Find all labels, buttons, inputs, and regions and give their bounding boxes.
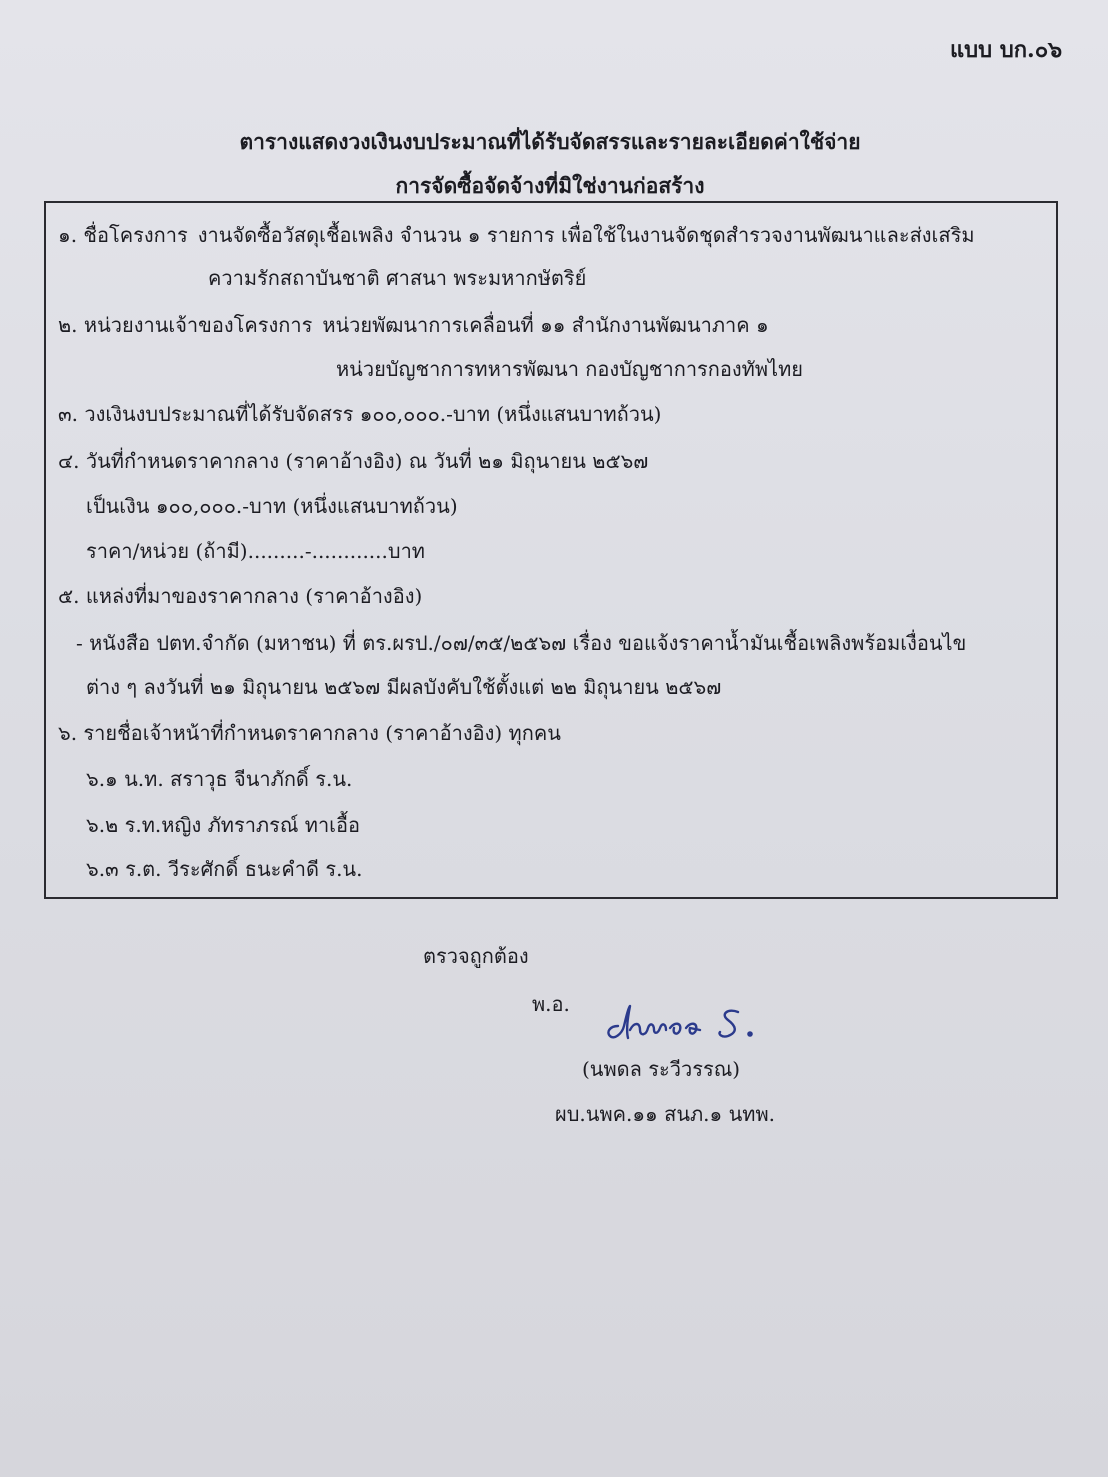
item-source-line1: - หนังสือ ปตท.จำกัด (มหาชน) ที่ ตร.ผรป./๐๗/๓๕/๒๕๖๗ เรื่อง ขอแจ้งราคาน้ำมันเชื้อเพลิงพร้อมเงื่อนไข [76,631,967,655]
officer-3: ๖.๓ ร.ต. วีระศักดิ์ ธนะคำดี ร.น. [86,857,363,881]
details-box [44,201,1058,899]
item-project-line2: ความรักสถาบันชาติ ศาสนา พระมหากษัตริย์ [208,266,587,290]
item-owner-line1: หน่วยพัฒนาการเคลื่อนที่ ๑๑ สำนักงานพัฒนาภาค ๑ [322,313,769,337]
signer-position: ผบ.นพค.๑๑ สนภ.๑ นทพ. [555,1102,775,1126]
handwritten-signature [600,1000,770,1044]
officer-2: ๖.๒ ร.ท.หญิง ภัทราภรณ์ ทาเอื้อ [86,813,361,837]
officer-1: ๖.๑ น.ท. สราวุธ จีนาภักดิ์ ร.น. [86,767,353,791]
document-title-line1: ตารางแสดงวงเงินงบประมาณที่ได้รับจัดสรรและรายละเอียดค่าใช้จ่าย [239,129,861,154]
signer-name: (นพดล ระวีวรรณ) [582,1057,741,1081]
item-budget: ๓. วงเงินงบประมาณที่ได้รับจัดสรร ๑๐๐,๐๐๐.-บาท (หนึ่งแสนบาทถ้วน) [58,402,662,426]
item-officers-label: ๖. รายชื่อเจ้าหน้าที่กำหนดราคากลาง (ราคาอ้างอิง) ทุกคน [58,721,561,745]
document-title-line2: การจัดซื้อจัดจ้างที่มิใช่งานก่อสร้าง [395,173,705,198]
item-source-line2: ต่าง ๆ ลงวันที่ ๒๑ มิถุนายน ๒๕๖๗ มีผลบังคับใช้ตั้งแต่ ๒๒ มิถุนายน ๒๕๖๗ [86,675,722,699]
item-owner-line2: หน่วยบัญชาการทหารพัฒนา กองบัญชาการกองทัพไทย [336,357,804,381]
item-project [58,225,975,245]
signer-rank: พ.อ. [532,992,570,1016]
item-project-line1: งานจัดซื้อวัสดุเชื้อเพลิง จำนวน ๑ รายการ เพื่อใช้ในงานจัดชุดสำรวจงานพัฒนาและส่งเสริม [197,223,975,247]
item-median-date: ๔. วันที่กำหนดราคากลาง (ราคาอ้างอิง) ณ วันที่ ๒๑ มิถุนายน ๒๕๖๗ [58,449,649,473]
verified-label: ตรวจถูกต้อง [423,944,529,968]
item-source-label: ๕. แหล่งที่มาของราคากลาง (ราคาอ้างอิง) [58,584,423,608]
item-owner-label: ๒. หน่วยงานเจ้าของโครงการ [58,313,313,337]
item-owner [58,315,769,335]
item-project-label: ๑. ชื่อโครงการ [58,223,188,247]
item-median-amount: เป็นเงิน ๑๐๐,๐๐๐.-บาท (หนึ่งแสนบาทถ้วน) [86,494,458,518]
form-code: แบบ บก.๐๖ [950,37,1063,63]
item-unit-price: ราคา/หน่วย (ถ้ามี).........-............บาท [86,539,425,563]
